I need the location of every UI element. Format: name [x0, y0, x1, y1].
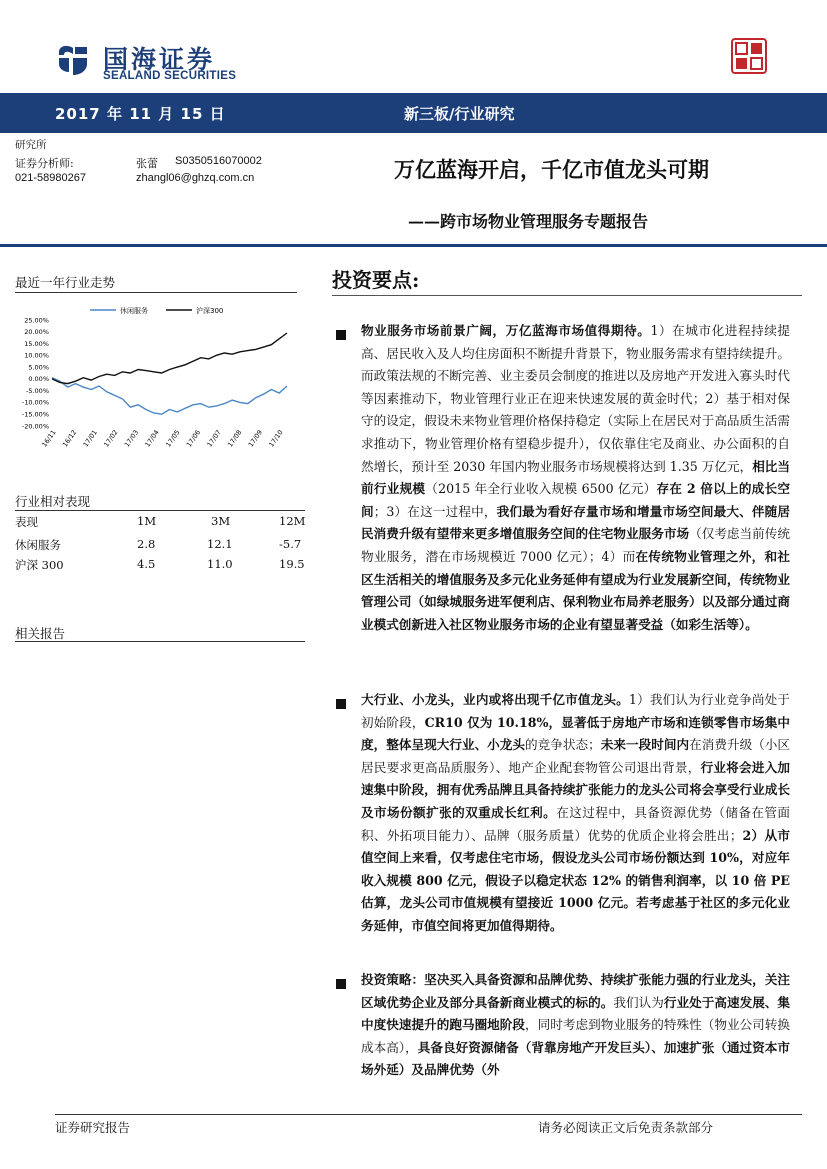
x-tick-label: 17/10 — [267, 428, 285, 449]
analyst-phone: 021-58980267 — [15, 172, 86, 184]
investment-highlights-heading: 投资要点: — [332, 268, 420, 292]
x-tick-label: 17/03 — [122, 428, 141, 449]
x-tick-label: 17/07 — [205, 428, 223, 449]
perf-header-3m: 3M — [211, 514, 231, 528]
analyst-role: 证券分析师: — [15, 157, 74, 170]
institute-label: 研究所 — [15, 139, 47, 151]
x-tick-label: 17/09 — [246, 428, 265, 449]
text-run: 物业服务市场前景广阔，万亿蓝海市场值得期待。 — [361, 323, 651, 338]
y-tick-label: 0.00% — [28, 375, 49, 384]
text-run: 我们认为 — [613, 994, 664, 1010]
footer-report-type: 证券研究报告 — [55, 1120, 131, 1135]
text-run: （2015 年全行业收入规模 6500 亿元） — [425, 481, 657, 497]
table-row — [15, 537, 305, 553]
y-tick-label: 5.00% — [28, 363, 49, 372]
text-run: 行业将会进入加速集中阶段，拥有优秀品牌且具备持续扩张能力的龙头公司将会享受行业成长及市场份额扩张的双重成长红利。 — [361, 759, 791, 820]
report-subtitle: ——跨市场物业管理服务专题报告 — [408, 212, 649, 231]
text-run: 未来一段时间内 — [600, 737, 690, 753]
text-run: 相比当前行业规模 — [361, 458, 791, 497]
logo-chinese-name: 国海证券 — [103, 45, 216, 74]
legend-label-hs300: 沪深300 — [196, 307, 224, 315]
y-tick-label: 25.00% — [24, 316, 49, 325]
text-run: ；3）在这一过程中， — [373, 503, 497, 519]
perf-header-label: 表现 — [15, 515, 38, 529]
bullet-icon — [336, 699, 346, 709]
legend-label-leisure: 休闲服务 — [120, 307, 148, 315]
y-tick-label: 10.00% — [24, 351, 49, 360]
x-tick-label: 16/11 — [40, 428, 58, 449]
text-run: 2）从市值空间上来看，仅考虑住宅市场，假设龙头公司市场份额达到 10%，对应年收入规模 800 亿元，假设子以稳定状态 12% 的销售利润率，以 10 倍 PE 估算，龙头公司市值规模有望接近 1000 亿元。若考虑基于社区的多元化业务延伸，市值空间将更加值得期待。 — [361, 827, 791, 933]
text-run: 存在 2 倍以上的成长空间 — [361, 481, 790, 519]
footer-rule — [55, 1114, 802, 1115]
perf-row-3m: 11.0 — [207, 557, 233, 571]
trend-chart-title: 最近一年行业走势 — [15, 275, 116, 290]
paragraph-investment-strategy — [361, 969, 790, 1082]
table-row — [15, 557, 305, 573]
performance-title-rule — [15, 510, 305, 511]
logo-english-name: SEALAND SECURITIES — [103, 70, 237, 82]
series-line-hs300 — [52, 333, 287, 384]
perf-row-1m: 2.8 — [137, 537, 156, 551]
text-run: 1）我们认为行业竞争尚处于初始阶段， — [361, 692, 791, 730]
perf-row-1m: 4.5 — [137, 557, 156, 571]
text-run: 在这过程中，具备资源优势（储备在管面积、外拓项目能力）、品牌（服务质量）优势的优质企业将会胜出； — [361, 804, 791, 843]
x-tick-label: 17/01 — [81, 428, 99, 449]
y-tick-label: -10.00% — [21, 398, 49, 407]
x-tick-label: 17/08 — [226, 428, 244, 449]
related-title-rule — [15, 641, 305, 642]
text-run: CR10 仅为 10.18%，显著低于房地产市场和连锁零售市场集中度，整体呈现大行业、小龙头 — [361, 714, 791, 753]
perf-header-1m: 1M — [137, 514, 157, 528]
x-tick-label: 17/05 — [164, 428, 182, 449]
text-run: 大行业、小龙头，业内或将出现千亿市值龙头。 — [361, 692, 629, 707]
trend-title-rule — [15, 292, 297, 293]
text-run: 1）在城市化进程持续提高、居民收入及人均住房面积不断提升背景下，物业服务需求有望持续提升。而政策法规的不断完善、业主委员会制度的推进以及房地产开发进入寡头时代等因素推动下，物业管理行业正在迎来快速发展的黄金时代；2）基于相对保守的设定，假设未来物业管理价格保持稳定（实际上在居民对于高品质生活需求推动下，物业管理价格有望稳步提升），仅依靠住宅及商业、办公面积的自然增长，预计至 2030 年国内物业服务市场规模将达到 1.35 万亿元， — [361, 323, 791, 474]
paragraph-industry-leaders — [361, 689, 790, 938]
sealand-logo-icon — [55, 42, 91, 78]
text-run: 在消费升级（小区居民要求更高品质服务）、地产企业配套物管公司退出背景， — [361, 737, 791, 775]
perf-row-3m: 12.1 — [207, 537, 233, 551]
perf-row-12m: -5.7 — [279, 537, 302, 551]
perf-row-name: 沪深 300 — [15, 558, 64, 572]
analyst-certificate: S0350516070002 — [175, 155, 262, 167]
text-run: 行业处于高速发展、集中度快速提升的跑马圈地阶段 — [361, 994, 791, 1033]
y-tick-label: -5.00% — [26, 386, 49, 395]
paragraph-market-outlook — [361, 320, 790, 636]
bullet-icon — [336, 330, 346, 340]
text-run: ，同时考虑到物业服务的特殊性（物业公司转换成本高）， — [361, 1017, 791, 1055]
perf-header-12m: 12M — [279, 514, 306, 528]
text-run: 我们最为看好存量市场和增量市场空间最大、伴随居民消费升级有望带来更多增值服务空间的住宅物业服务市场 — [361, 503, 791, 542]
perf-row-name: 休闲服务 — [15, 538, 61, 552]
text-run: 具备良好资源储备（背靠房地产开发巨头）、加速扩张（通过资本市场外延）及品牌优势（外 — [361, 1039, 791, 1078]
analyst-name: 张蕾 — [136, 157, 158, 170]
report-title: 万亿蓝海开启，千亿市值龙头可期 — [394, 157, 709, 182]
text-run: （仅考虑当前传统物业服务，潜在市场规模近 7000 亿元）；4）而 — [361, 526, 791, 564]
x-tick-label: 17/06 — [184, 428, 203, 449]
footer-disclaimer: 请务必阅读正文后免责条款部分 — [538, 1120, 714, 1135]
text-run: 的竞争状态； — [525, 737, 601, 753]
industry-trend-chart — [12, 298, 302, 458]
y-tick-label: -20.00% — [21, 422, 49, 431]
report-category: 新三板/行业研究 — [404, 105, 515, 123]
y-tick-label: 15.00% — [24, 339, 49, 348]
bullet-icon — [336, 979, 346, 989]
text-run: 投资策略：坚决买入具备资源和品牌优势、持续扩张能力强的行业龙头，关注区域优势企业及部分具备新商业模式的标的。 — [361, 972, 790, 1010]
series-line-leisure — [52, 378, 287, 415]
header-divider — [0, 244, 827, 247]
x-tick-label: 16/12 — [60, 428, 79, 449]
y-tick-label: -15.00% — [21, 410, 49, 419]
relative-performance-title: 行业相对表现 — [15, 494, 91, 509]
report-date: 2017 年 11 月 15 日 — [55, 105, 226, 123]
research-seal-icon — [731, 38, 767, 74]
x-tick-label: 17/04 — [143, 428, 161, 449]
performance-header-row — [15, 514, 305, 530]
y-tick-label: 20.00% — [24, 328, 49, 337]
analyst-email[interactable]: zhangl06@ghzq.com.cn — [136, 172, 255, 184]
x-tick-label: 17/02 — [102, 428, 120, 449]
text-run: 在传统物业管理之外，和社区生活相关的增值服务及多元化业务延伸有望成为行业发展新空间，传统物业管理公司（如绿城服务进军便利店、保利物业布局养老服务）以及部分通过商业模式创新进入社区物业服务市场的企业有望显著受益（如彩生活等）。 — [361, 548, 790, 632]
investment-heading-rule — [332, 295, 802, 296]
perf-row-12m: 19.5 — [279, 557, 305, 571]
related-reports-title: 相关报告 — [15, 626, 66, 641]
